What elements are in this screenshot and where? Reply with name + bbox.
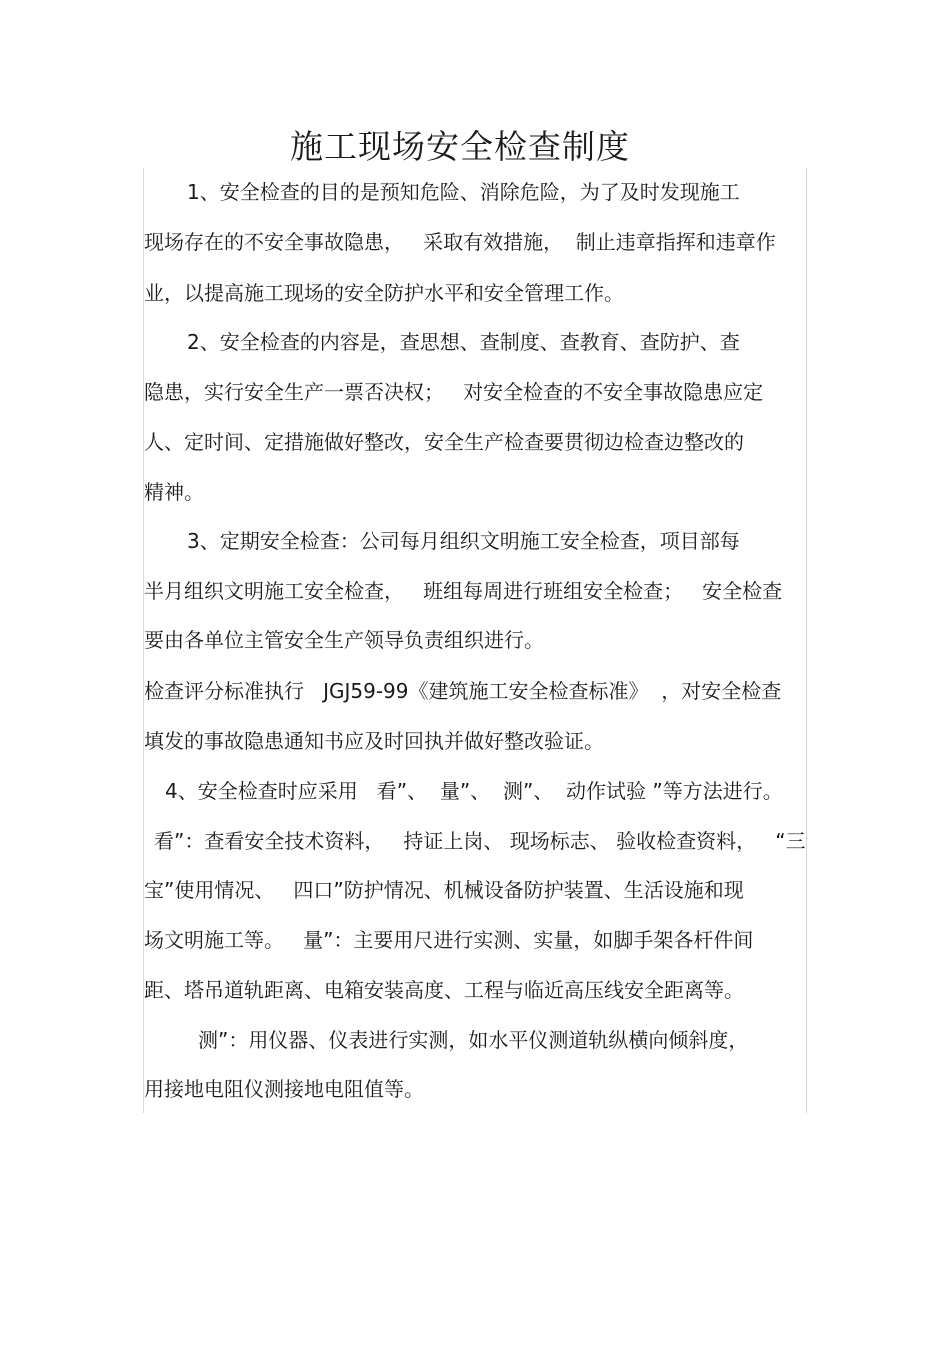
paragraph-5-line-2: 用接地电阻仪测接地电阻值等。: [144, 1077, 424, 1101]
paragraph-2-line-2: 隐患，实行安全生产一票否决权； 对安全检查的不安全事故隐患应定: [144, 380, 764, 404]
content-frame-right-border: [806, 168, 807, 1113]
paragraph-5-line-1: 测”：用仪器、仪表进行实测，如水平仪测道轨纵横向倾斜度，: [198, 1028, 749, 1052]
paragraph-standard-line-1: 检查评分标准执行 JGJ59-99《建筑施工安全检查标准》 ，对安全检查: [144, 679, 782, 703]
paragraph-4-line-1: 4、安全检查时应采用 看”、 量”、 测”、 动作试验 ”等方法进行。: [165, 779, 783, 803]
paragraph-1-line-1: 1、安全检查的目的是预知危险、消除危险，为了及时发现施工: [187, 180, 740, 204]
document-title: 施工现场安全检查制度: [290, 127, 630, 166]
paragraph-2-line-1: 2、安全检查的内容是，查思想、查制度、查教育、查防护、查: [187, 330, 740, 354]
paragraph-4-line-4: 场文明施工等。 量”：主要用尺进行实测、实量，如脚手架各杆件间: [144, 928, 754, 952]
paragraph-3-line-3: 要由各单位主管安全生产领导负责组织进行。: [144, 628, 544, 652]
paragraph-3-line-1: 3、定期安全检查：公司每月组织文明施工安全检查，项目部每: [187, 529, 740, 553]
paragraph-1-line-3: 业，以提高施工现场的安全防护水平和安全管理工作。: [144, 281, 624, 305]
paragraph-1-line-2: 现场存在的不安全事故隐患， 采取有效措施， 制止违章指挥和违章作: [144, 230, 776, 254]
paragraph-4-line-5: 距、塔吊道轨距离、电箱安装高度、工程与临近高压线安全距离等。: [144, 978, 744, 1002]
paragraph-2-line-4: 精神。: [144, 480, 204, 504]
paragraph-standard-line-2: 填发的事故隐患通知书应及时回执并做好整改验证。: [144, 729, 604, 753]
paragraph-4-line-2: 看”：查看安全技术资料， 持证上岗、 现场标志、 验收检查资料， “三: [154, 829, 806, 853]
paragraph-4-line-3: 宝”使用情况、 四口”防护情况、机械设备防护装置、生活设施和现: [144, 878, 744, 902]
paragraph-2-line-3: 人、定时间、定措施做好整改，安全生产检查要贯彻边检查边整改的: [144, 430, 744, 454]
paragraph-3-line-2: 半月组织文明施工安全检查， 班组每周进行班组安全检查； 安全检查: [144, 579, 783, 603]
